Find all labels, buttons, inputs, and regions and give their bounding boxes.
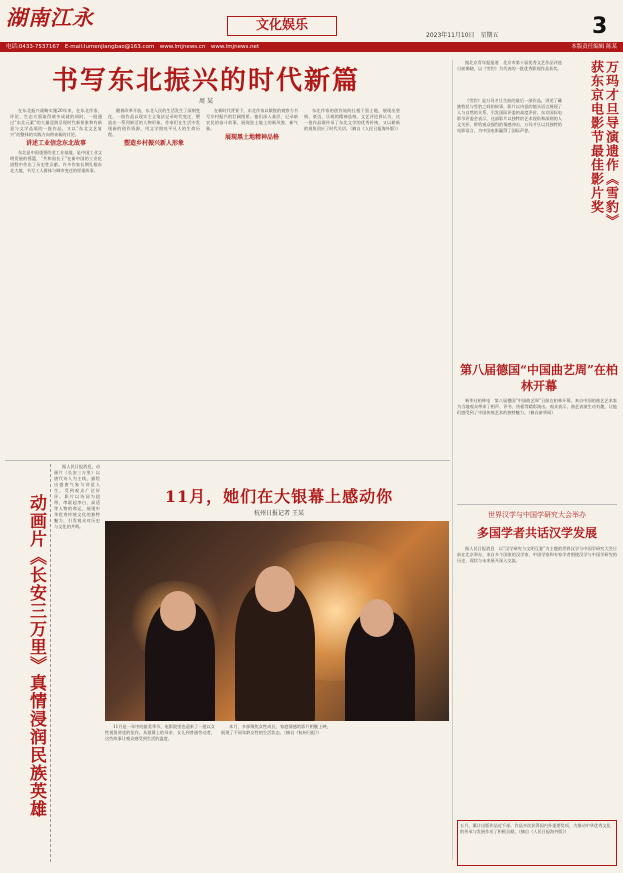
lead-paragraph: 东北是中国重要的老工业基地，是中国工业文明发展的摇篮，“共和国长子”在新中国的工业化进程中作出了历史性贡献。许多作家长期扎根东北大地，书写工人群体与城市变迁的厚重故事。 [10, 150, 102, 173]
vertical-paragraph: 据人民日报消息，动画片《长安三万里》以唐代诗人为主线，描绘出盛唐气象与诗意人生，受到观众广泛好评。影片以诗词为纽带，串联起李白、高适等人物的命运，展现中华优秀传统文化的独特魅力，引发观众对历史与文化的共鸣。 [54, 464, 100, 529]
news-photo [105, 521, 449, 721]
column-divider [452, 60, 453, 860]
issue-date: 2023年11月10日 星期五 [426, 32, 499, 39]
sinology-subheadline: 世界汉学与中国学研究大会举办 [488, 511, 586, 519]
middle-paragraph: 本月，多部聚焦女性成长、家庭情感的影片相继上映，展现了不同年龄女性的生活状态。（摘自《杭州日报》） [221, 724, 331, 735]
lead-column-2 [108, 108, 200, 458]
lead-subhead-2: 塑造乡村振兴新人形象 [123, 140, 184, 147]
bottom-notice-box [457, 820, 617, 866]
sinology-headline: 多国学者共话汉学发展 [476, 526, 597, 540]
photo-face [360, 599, 394, 637]
lead-column-1 [10, 108, 102, 458]
right-article-body [457, 98, 562, 358]
quyi-headline: 第八届德国“中国曲艺周”在柏林开幕 [460, 363, 618, 393]
notice-text: 五月，累计出版作品近千部，作品多次获得国内外重要奖项，为推动中华优秀文化的传承与发展作出了积极贡献。（摘自《人民日报海外版》） [460, 823, 611, 834]
middle-paragraph: 11月是一年中的最美季节，电影院里也迎来了一批以女性视角讲述的佳作。从银幕上的母亲、女儿到普通劳动者，这些故事让观众感受到生活的温度。 [105, 724, 215, 741]
vertical-article-body [54, 464, 100, 862]
contact-info: 电话:0433-7537167 E-mail:lumenjiangbao@163.com www.lmjnews.cn www.lmjnews.net [6, 44, 260, 50]
right-paragraph: 据北京青年报报道 北京市第十届优秀文艺作品评选日前揭晓，以《雪豹》为代表的一批优秀影视作品获奖。 [457, 60, 562, 71]
middle-byline: 杭州日报记者 王某 [254, 510, 304, 517]
sinology-article-body [457, 546, 617, 816]
page-number: 3 [592, 14, 608, 39]
quyi-article-body [457, 398, 617, 500]
lead-byline: 周 某 [199, 98, 213, 105]
sinology-paragraph: 据人民日报消息 以“汉学研究与文明互鉴”为主题的世界汉学与中国学研究大会日前在北京举办，来自多个国家的汉学家、中国学家和专家学者围绕汉学与中国学研究的历史、现状与未来展开深入交流。 [457, 546, 617, 563]
middle-column-2 [221, 724, 331, 864]
section-label: 文化娱乐 [227, 16, 337, 36]
section-divider [5, 460, 450, 461]
middle-column-3 [337, 724, 449, 864]
masthead [0, 0, 623, 50]
right-vertical-headline: 万玛才旦导演遗作《雪豹》获东京电影节最佳影片奖 [588, 60, 618, 228]
lead-column-4 [304, 108, 400, 458]
photo-face [255, 566, 295, 612]
lead-subhead-1: 讲述工业信念东北故事 [25, 140, 86, 147]
right-lead-text [457, 60, 562, 94]
vertical-headline: 动画片《长安三万里》真情浸润民族英雄 [26, 494, 46, 818]
quyi-paragraph: 新华社柏林电 第八届德国“中国曲艺周”日前在柏林开幕，来自中国的曲艺艺术家为当地观众带来了相声、评书、快板等精彩演出。观众表示，曲艺表演生动有趣，让他们感受到了中国传统艺术的独特魅力。（摘自新华网） [457, 398, 617, 415]
contact-bar [0, 42, 623, 52]
lead-subhead-3: 展现黑土地精神品格 [224, 134, 279, 141]
right-paragraph: 《雪豹》是万玛才旦生前的最后一部作品，讲述了藏族牧民与雪豹之间的故事，影片以诗意的镜头语言展现了人与自然的关系，引发国际评委的高度评价。东京国际电影节评委会表示，这部影片以独特的艺术视角和深刻的人文关怀，带给观众强烈的情感冲击。万玛才旦以其独特的电影语言，为中国电影赢得了国际声誉。 [457, 98, 562, 133]
lead-paragraph: 东北作家的创作始终扎根于黑土地，展现出坚韧、豪迈、乐观的精神品格。文艺评论界认为，这一批作品既传承了东北文学的优秀传统，又以崭新的视角回应了时代关切。（摘自《人民日报海外版》） [304, 108, 400, 131]
editor-credit: 本版责任编辑 陈某 [571, 44, 617, 50]
lead-headline: 书写东北振兴的时代新篇 [51, 66, 360, 96]
photo-face [160, 591, 196, 631]
lead-column-3 [206, 108, 298, 458]
lead-paragraph: 在新时代背景下，东北作家以敏锐的观察力书写乡村振兴的壮阔图景。他们深入基层，记录新农民的奋斗故事，展现黑土地上的新风貌、新气象。 [206, 108, 298, 131]
lead-paragraph: 在东北振兴战略实施20年来，在东北作家、评论、生态方面取得诸多成就的同时，一批通过“东北元素”的大量浸润呈现时代新景象和有新意与文学品质的一批作品，又以“东北文艺复兴”的整体的实践方向带来新的讨论。 [10, 108, 102, 137]
lead-paragraph: 随着改革开放，东北人民的生活发生了深刻变化，一批作品以现实主义笔法记录时代变迁，塑造出一系列鲜活的人物形象。作家们在生活中发现新的创作资源，用文学照亮平凡人的生命历程。 [108, 108, 200, 137]
middle-column-1 [105, 724, 215, 864]
section-divider [457, 504, 617, 505]
middle-headline: 11月，她们在大银幕上感动你 [164, 487, 394, 506]
newspaper-logo: 湖南江永 [6, 5, 94, 30]
vertical-article [5, 464, 51, 862]
